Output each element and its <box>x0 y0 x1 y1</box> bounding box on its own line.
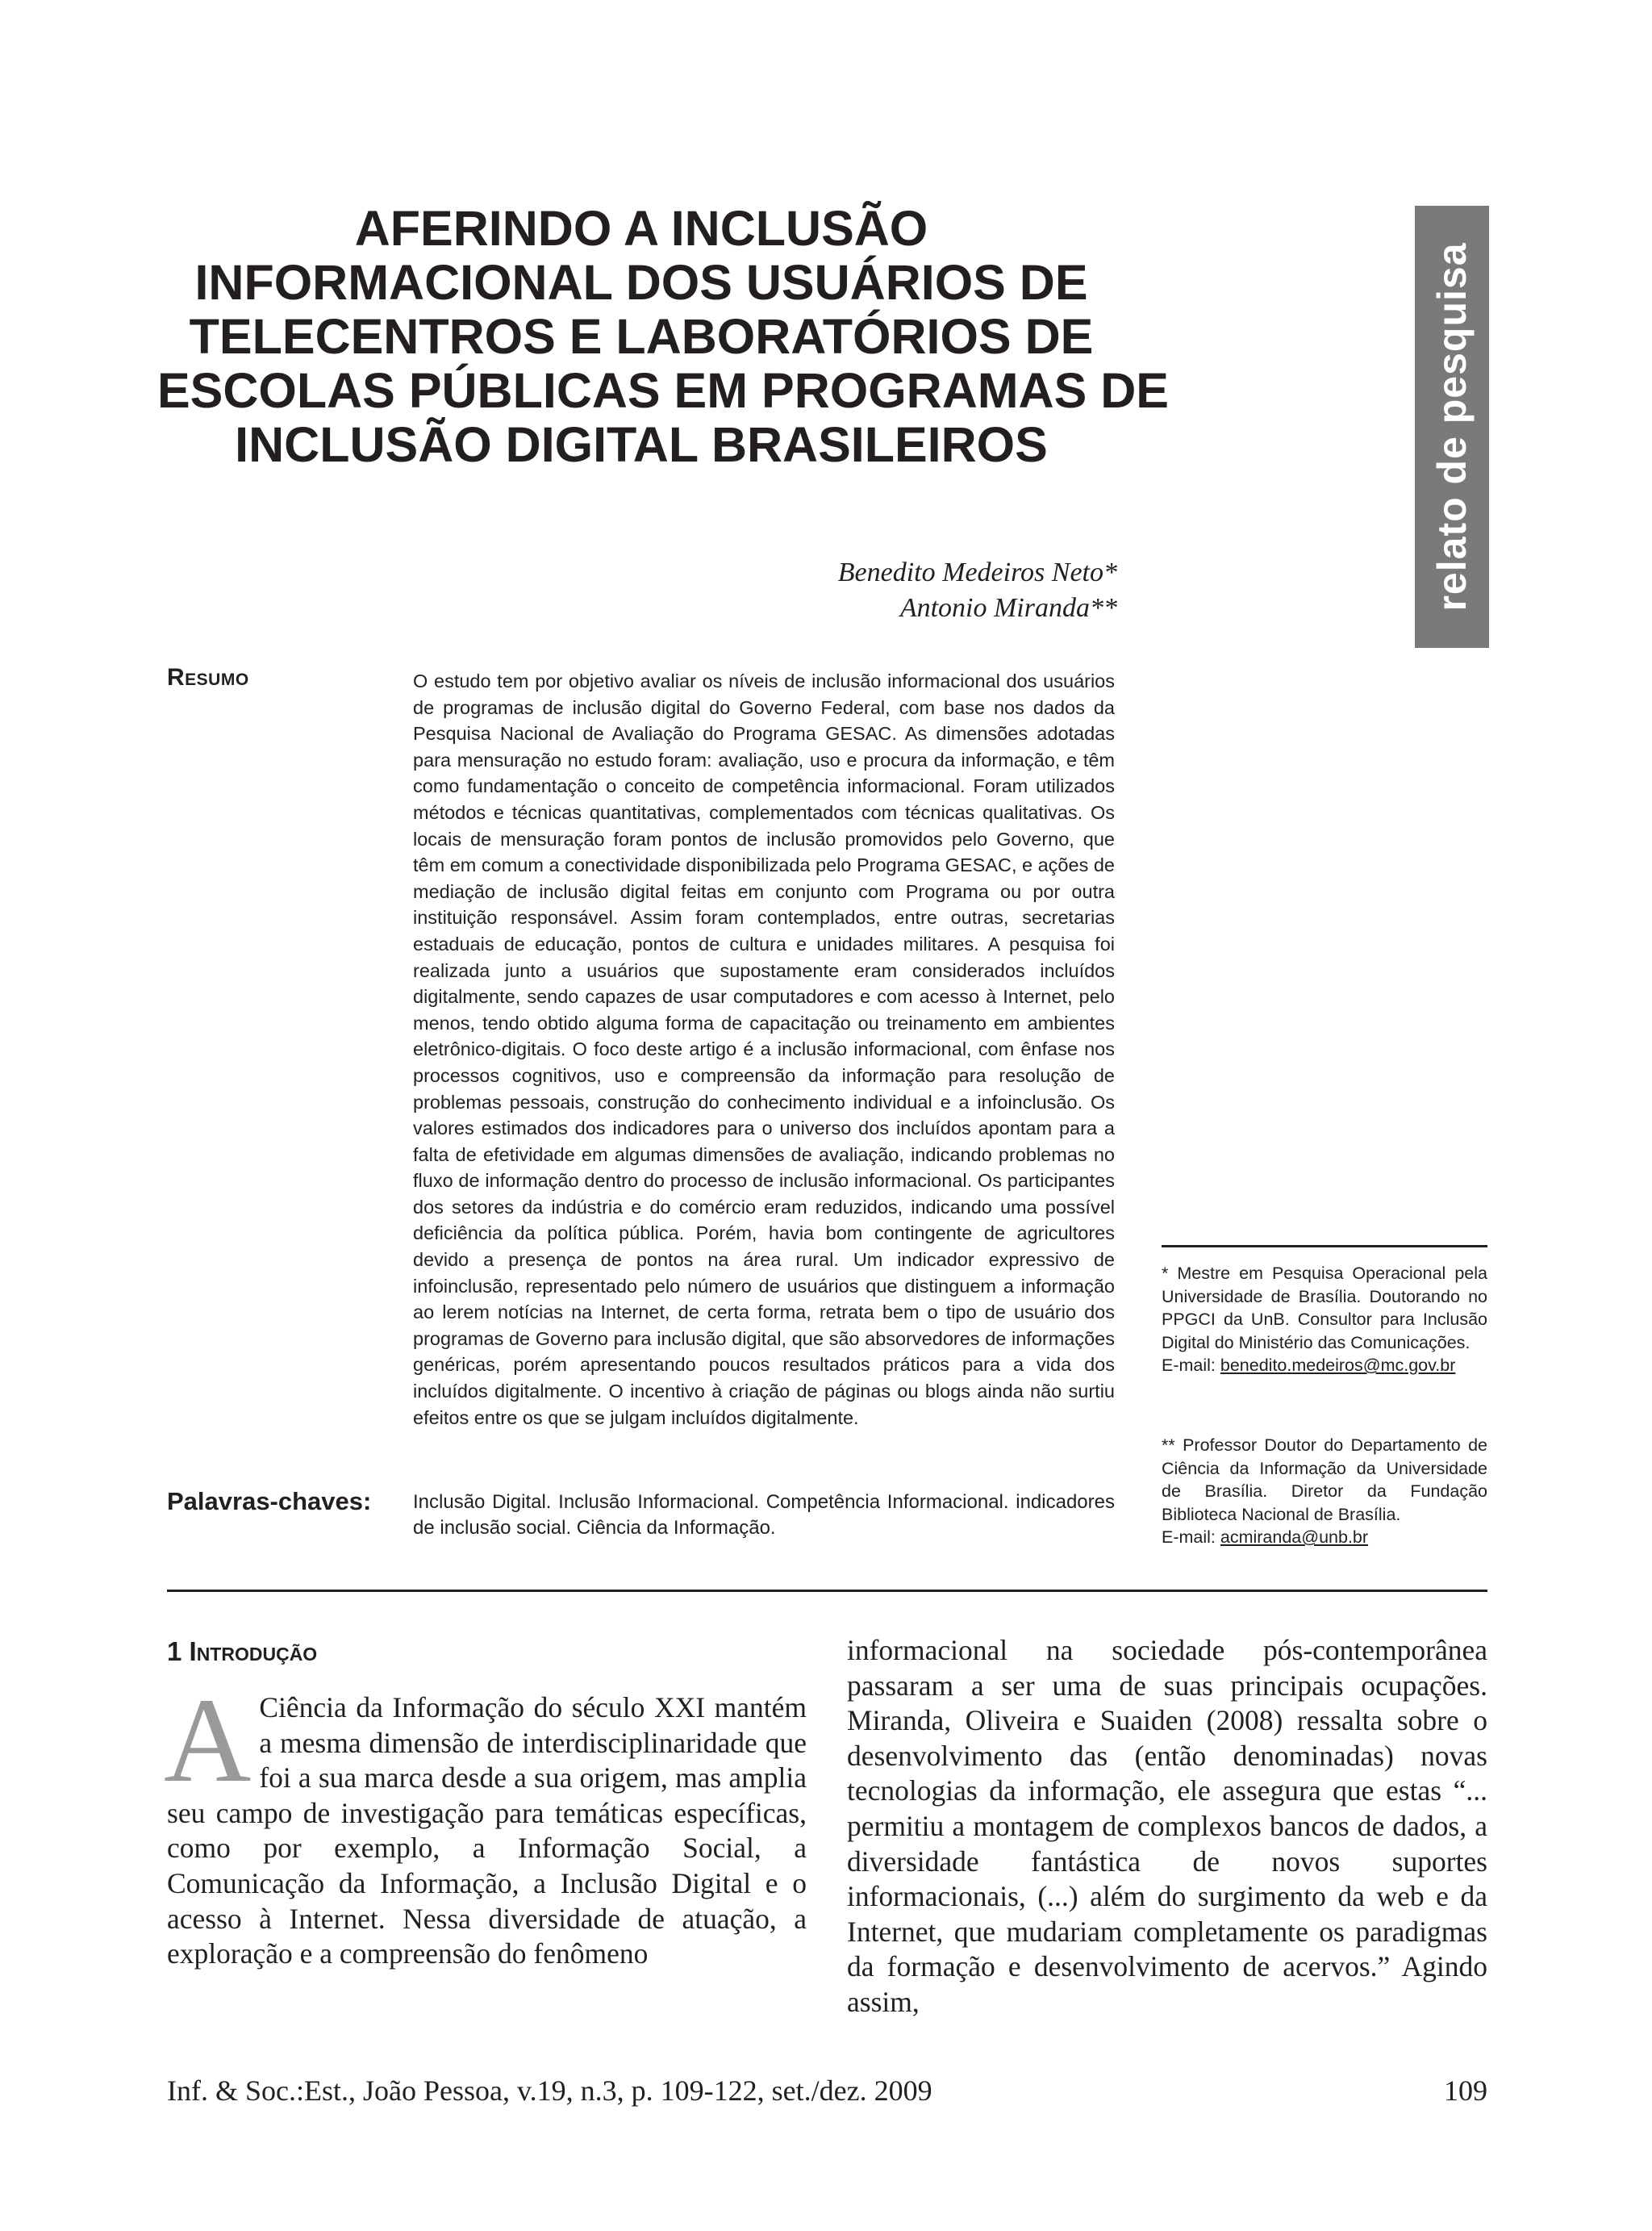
title-line: ESCOLAS PÚBLICAS EM PROGRAMAS DE <box>157 363 1169 418</box>
author-list <box>838 555 1117 626</box>
section-divider <box>167 1590 1487 1592</box>
footnote <box>1162 1434 1487 1549</box>
title-line: TELECENTROS E LABORATÓRIOS DE <box>189 309 1094 364</box>
section-number: 1 <box>167 1636 182 1666</box>
page-number: 109 <box>1444 2074 1487 2107</box>
body-text: Ciência da Informação do século XXI mantém a mesma dimensão de interdisciplinaridade que foi a sua marca desde a sua origem, mas amplia seu campo de investigação para temáticas específicas, como por exemplo, a Informação Social, a Comunicação da Informação, a Inclusão Digital e o acesso à Internet. Nessa diversidade de atuação, a exploração e a compreensão do fenômeno <box>167 1691 807 1970</box>
email-link[interactable]: benedito.medeiros@mc.gov.br <box>1220 1356 1456 1375</box>
title-line: INCLUSÃO DIGITAL BRASILEIROS <box>235 417 1048 472</box>
section-title: Introdução <box>189 1636 318 1666</box>
author-name: Antonio Miranda** <box>899 593 1117 623</box>
journal-citation: Inf. & Soc.:Est., João Pessoa, v.19, n.3, p. 109-122, set./dez. 2009 <box>167 2074 932 2107</box>
abstract-label: Resumo <box>167 664 249 691</box>
footnote <box>1162 1262 1487 1377</box>
keywords-label: Palavras-chaves: <box>167 1487 372 1515</box>
email-label: E-mail: <box>1162 1356 1220 1375</box>
body-column-left <box>164 1673 807 1972</box>
email-link[interactable]: acmiranda@unb.br <box>1220 1527 1369 1547</box>
keywords-text: Inclusão Digital. Inclusão Informacional. Competência Informacional. indicadores de inclusão social. Ciência da Informação. <box>413 1491 1115 1539</box>
title-line: INFORMACIONAL DOS USUÁRIOS DE <box>194 255 1088 310</box>
footnote-text: * Mestre em Pesquisa Operacional pela Universidade de Brasília. Doutorando no PPGCI da UnB. Consultor para Inclusão Digital do Ministério das Comunicações. <box>1162 1264 1487 1352</box>
drop-cap: A <box>164 1673 252 1807</box>
author-name: Benedito Medeiros Neto* <box>837 558 1117 587</box>
article-title <box>157 201 1169 472</box>
footnote-divider <box>1162 1245 1487 1247</box>
footnote-text: ** Professor Doutor do Departamento de Ciência da Informação da Universidade de Brasília. Diretor da Fundação Biblioteca Nacional de Brasília. <box>1162 1435 1487 1524</box>
title-line: AFERINDO A INCLUSÃO <box>354 201 928 256</box>
body-text: informacional na sociedade pós-contemporânea passaram a ser uma de suas principais ocupações. Miranda, Oliveira e Suaiden (2008) ressalta sobre o desenvolvimento das (então denominadas) novas tecnologias da informação, ele assegura que estas “... permitiu a montagem de complexos bancos de dados, a diversidade fantástica de novos suportes informacionais, (...) além do surgimento da web e da Internet, que mudariam completamente os paradigmas da formação e desenvolvimento de acervos.” Agindo assim, <box>847 1634 1487 2018</box>
section-tab-label: relato de pesquisa <box>1429 242 1475 612</box>
email-label: E-mail: <box>1162 1527 1220 1547</box>
body-column-right <box>847 1633 1487 2020</box>
section-heading <box>167 1636 317 1667</box>
abstract-text: O estudo tem por objetivo avaliar os níveis de inclusão informacional dos usuários de programas de inclusão digital do Governo Federal, com base nos dados da Pesquisa Nacional de Avaliação do Programa GESAC. As dimensões adotadas para mensuração no estudo foram: avaliação, uso e procura da informação, e têm como fundamentação o conceito de competência informacional. Foram utilizados métodos e técnicas quantitativas, complementados com técnicas qualitativas. Os locais de mensuração foram pontos de inclusão promovidos pelo Governo, que têm em comum a conectividade disponibilizada pelo Programa GESAC, e ações de mediação de inclusão digital feitas em conjunto com Programa ou por outra instituição responsável. Assim foram contemplados, entre outras, secretarias estaduais de educação, pontos de cultura e unidades militares. A pesquisa foi realizada junto a usuários que supostamente eram considerados incluídos digitalmente, sendo capazes de usar computadores e com acesso à Internet, pelo menos, tendo obtido alguma forma de capacitação ou treinamento em ambientes eletrônico-digitais. O foco deste artigo é a inclusão informacional, com ênfase nos processos cognitivos, uso e compreensão da informação para resolução de problemas pessoais, construção do conhecimento individual e a infoinclusão. Os valores estimados dos indicadores para o universo dos incluídos apontam para a falta de efetividade em algumas dimensões de avaliação, indicando problemas no fluxo de informação dentro do processo de inclusão informacional. Os participantes dos setores da indústria e do comércio eram reduzidos, indicando uma possível deficiência da política pública. Porém, havia bom contingente de agricultores devido a presença de pontos na área rural. Um indicador expressivo de infoinclusão, representado pelo número de usuários que distinguem a informação ao lerem notícias na Internet, de certa forma, retrata bem o tipo de usuário dos programas de Governo para inclusão digital, que são absorvedores de informações genéricas, porém apresentando poucos resultados práticos para a vida dos incluídos digitalmente. O incentivo à criação de páginas ou blogs ainda não surtiu efeitos entre os que se julgam incluídos digitalmente. <box>413 671 1115 1428</box>
section-tab <box>1415 206 1489 648</box>
